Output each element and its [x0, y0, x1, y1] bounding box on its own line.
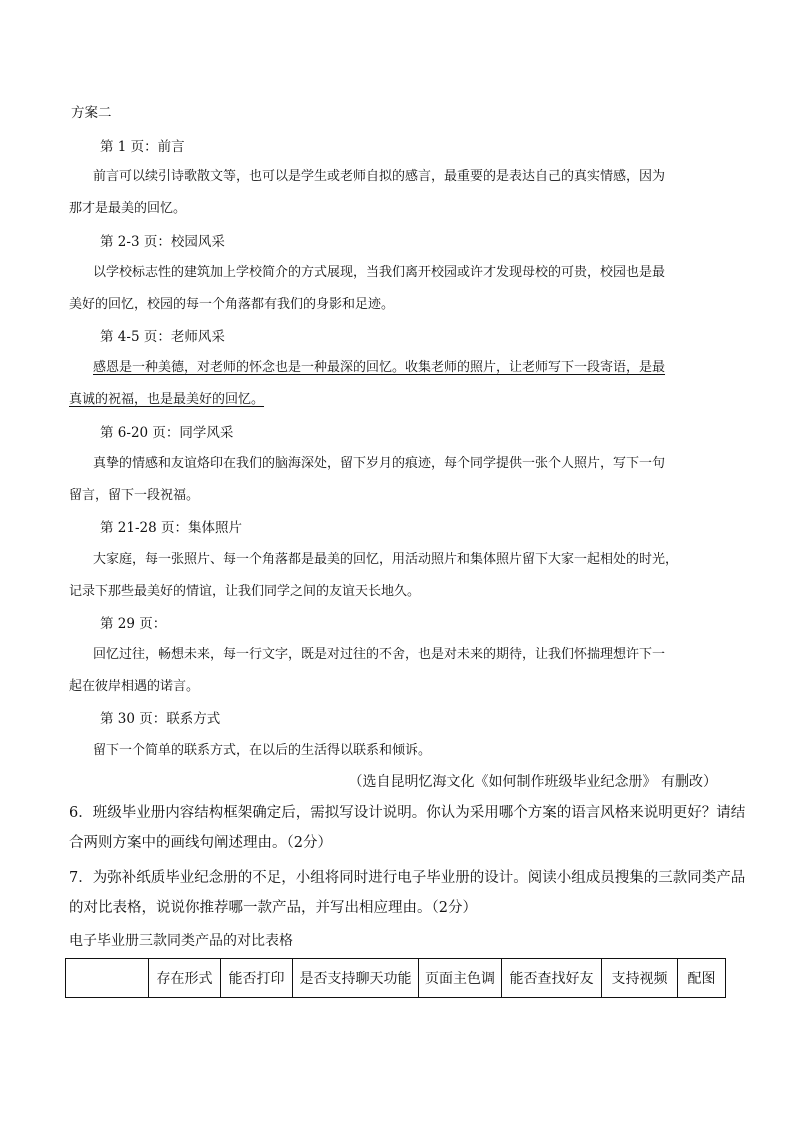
source-citation: （选自昆明忆海文化《如何制作班级毕业纪念册》 有删改） [348, 774, 717, 790]
section-body-line: 真挚的情感和友谊烙印在我们的脑海深处，留下岁月的痕迹，每个同学提供一张个人照片，写下一句 [93, 456, 666, 471]
section-heading: 第 21-28 页：集体照片 [100, 520, 243, 536]
section-heading: 第 1 页：前言 [100, 139, 185, 155]
section-heading: 第 29 页： [100, 616, 167, 632]
section-body-line: 留言，留下一段祝福。 [69, 488, 200, 503]
section-heading: 第 4-5 页：老师风采 [100, 329, 225, 345]
table-header-cell: 是否支持聊天功能 [293, 959, 419, 998]
section-body-line: 前言可以续引诗歌散文等，也可以是学生或老师自拟的感言，最重要的是表达自己的真实情感，因为 [93, 169, 666, 184]
table-header-cell: 存在形式 [149, 959, 221, 998]
plan-title: 方案二 [71, 105, 112, 121]
section-heading: 第 2-3 页：校园风采 [100, 234, 225, 250]
section-body-line: 以学校标志性的建筑加上学校简介的方式展现，当我们离开校园或许才发现母校的可贵，校园也是最 [93, 265, 666, 280]
table-caption: 电子毕业册三款同类产品的对比表格 [69, 933, 293, 949]
question-7-line: 7．为弥补纸质毕业纪念册的不足，小组将同时进行电子毕业册的设计。阅读小组成员搜集的三款同类产品 [69, 870, 746, 886]
table-header-cell: 支持视频 [602, 959, 678, 998]
table-header-cell: 能否查找好友 [502, 959, 602, 998]
section-body-line: 大家庭，每一张照片、每一个角落都是最美的回忆，用活动照片和集体照片留下大家一起相处的时光， [93, 552, 679, 567]
underlined-sentence-line: 真诚的祝福，也是最美好的回忆。 [69, 392, 265, 407]
section-body-line: 那才是最美的回忆。 [69, 201, 187, 216]
table-header-cell [66, 959, 149, 998]
underlined-sentence-line: 感恩是一种美德，对老师的怀念也是一种最深的回忆。收集老师的照片，让老师写下一段寄语，是最 [93, 360, 666, 375]
section-body-line: 记录下那些最美好的情谊，让我们同学之间的友谊天长地久。 [69, 584, 421, 599]
section-body-line: 起在彼岸相遇的诺言。 [69, 679, 200, 694]
section-body-line: 美好的回忆，校园的每一个角落都有我们的身影和足迹。 [69, 297, 395, 312]
table-header-cell: 页面主色调 [419, 959, 502, 998]
section-body-line: 回忆过往，畅想未来，每一行文字，既是对过往的不舍，也是对未来的期待，让我们怀揣理想许下一 [93, 647, 666, 662]
question-6-line: 6．班级毕业册内容结构框架确定后，需拟写设计说明。你认为采用哪个方案的语言风格来说明更好？请结 [69, 805, 746, 821]
table-header-row [66, 959, 726, 998]
table-header-cell: 配图 [678, 959, 726, 998]
question-6-line: 合两则方案中的画线句阐述理由。（2分） [69, 835, 332, 851]
table-header-cell: 能否打印 [221, 959, 293, 998]
comparison-table [65, 958, 726, 998]
section-heading: 第 6-20 页：同学风采 [100, 425, 234, 441]
section-body-line: 留下一个简单的联系方式，在以后的生活得以联系和倾诉。 [93, 743, 432, 758]
section-heading: 第 30 页：联系方式 [100, 711, 221, 727]
question-7-line: 的对比表格，说说你推荐哪一款产品，并写出相应理由。（2分） [69, 900, 477, 916]
